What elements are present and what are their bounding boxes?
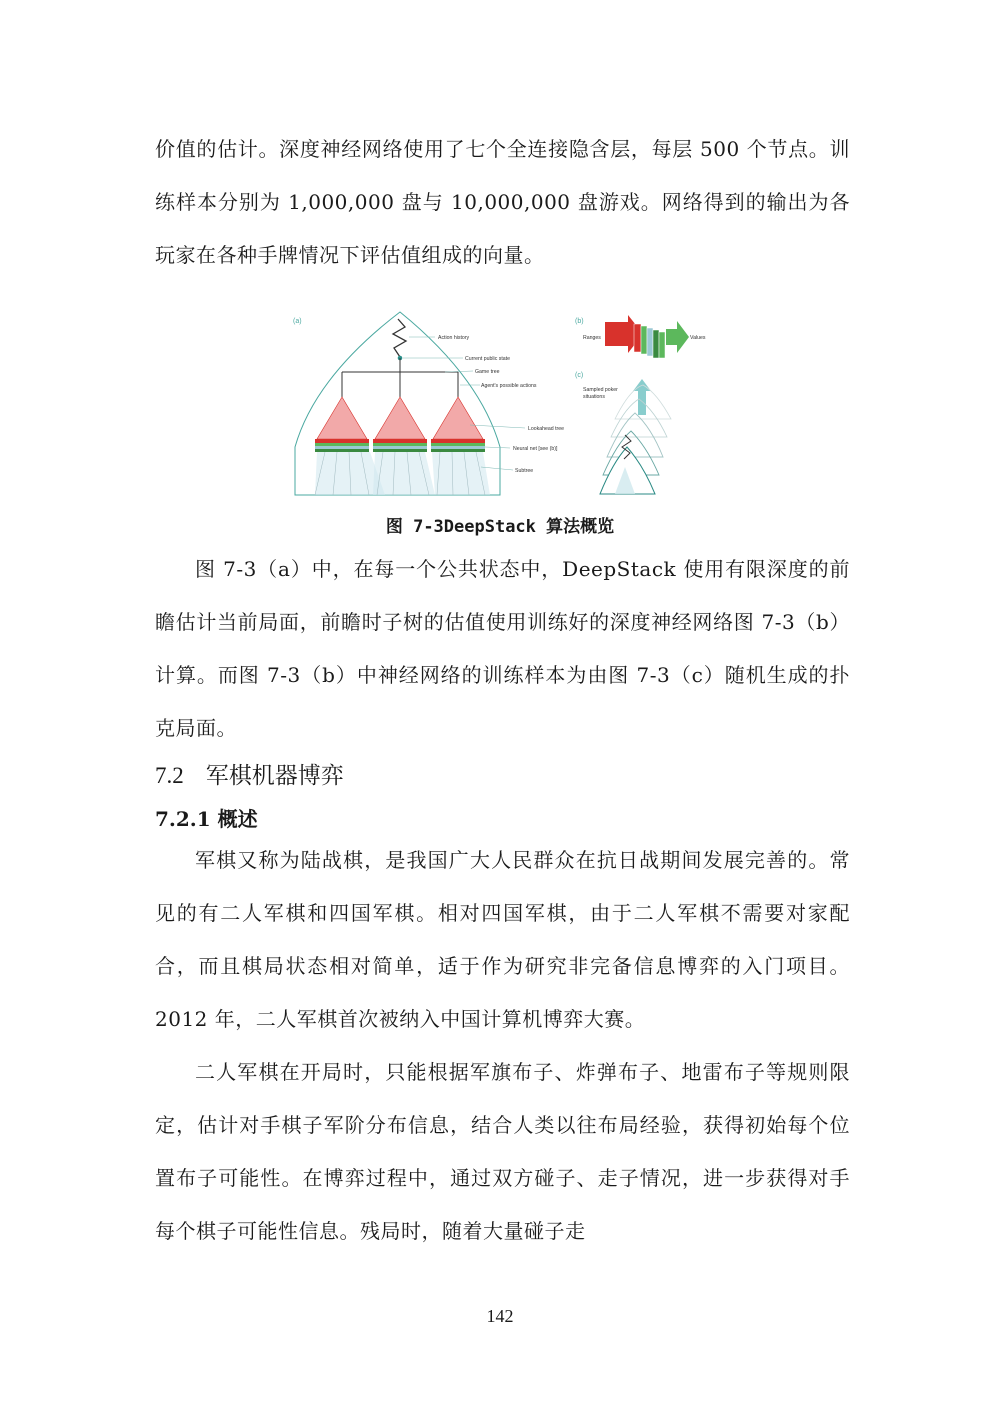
label-possible-actions: Agent's possible actions bbox=[481, 383, 537, 389]
panel-b-label: (b) bbox=[575, 318, 584, 325]
label-values: Values bbox=[690, 335, 706, 341]
subsection-heading bbox=[155, 803, 258, 832]
neural-network-diagram bbox=[605, 315, 689, 358]
deepstack-figure bbox=[285, 307, 715, 502]
label-lookahead-tree: Lookahead tree bbox=[528, 426, 565, 432]
section-title: 军棋机器博弈 bbox=[205, 763, 344, 789]
label-ranges: Ranges bbox=[583, 335, 601, 341]
section-heading bbox=[155, 757, 344, 790]
panel-c-label: (c) bbox=[575, 372, 584, 379]
figure-caption: 图 7-3DeepStack 算法概览 bbox=[385, 517, 615, 537]
subsection-number: 7.2.1 bbox=[155, 807, 211, 831]
paragraph-4: 二人军棋在开局时，只能根据军旗布子、炸弹布子、地雷布子等规则限定，估计对手棋子军阶分布信息，结合人类以往布局经验，获得初始每个位置布子可能性。在博弈过程中，通过双方碰子、走子情况，进一步获得对手每个棋子可能性信息。残局时，随着大量碰子走 bbox=[155, 1060, 850, 1243]
label-subtree: Subtree bbox=[515, 468, 534, 474]
paragraph-3: 军棋又称为陆战棋，是我国广大人民群众在抗日战期间发展完善的。常见的有二人军棋和四国军棋。相对四国军棋，由于二人军棋不需要对家配合，而且棋局状态相对简单，适于作为研究非完备信息博弈的入门项目。2012 年，二人军棋首次被纳入中国计算机博弈大赛。 bbox=[155, 848, 850, 1031]
panel-a-label: (a) bbox=[293, 318, 302, 325]
label-action-history: Action history bbox=[438, 335, 470, 341]
label-situations: situations bbox=[583, 394, 605, 400]
label-neural-net: Neural net [see (b)] bbox=[513, 446, 558, 452]
label-game-tree: Game tree bbox=[475, 369, 500, 375]
sampled-situations-diagram bbox=[600, 379, 671, 494]
label-current-public-state: Current public state bbox=[465, 356, 510, 362]
section-number: 7.2 bbox=[155, 763, 184, 788]
subsection-title: 概述 bbox=[217, 807, 258, 831]
paragraph-2: 图 7-3（a）中，在每一个公共状态中，DeepStack 使用有限深度的前瞻估计当前局面，前瞻时子树的估值使用训练好的深度神经网络图 7-3（b）计算。而图 7-3（b）中神经网络的训练样本为由图 7-3（c）随机生成的扑克局面。 bbox=[155, 557, 850, 740]
paragraph-1: 价值的估计。深度神经网络使用了七个全连接隐含层，每层 500 个节点。训练样本分别为 1,000,000 盘与 10,000,000 盘游戏。网络得到的输出为各玩家在各种手牌情况下评估值组成的向量。 bbox=[155, 137, 850, 267]
page-number: 142 bbox=[486, 1306, 514, 1326]
label-sampled-poker: Sampled poker bbox=[583, 387, 618, 393]
